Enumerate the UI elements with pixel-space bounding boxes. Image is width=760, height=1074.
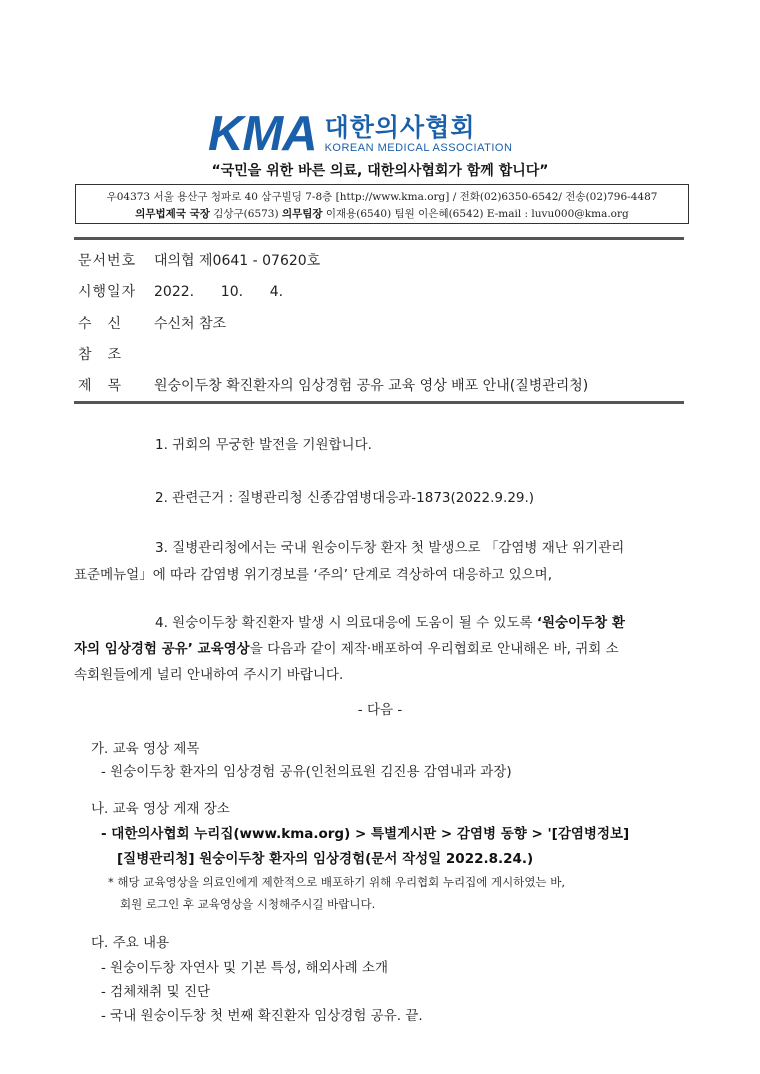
reference-row [78, 344, 154, 368]
contact-team: 이재용(6540) 팀원 이은혜(6542) E-mail : luvu000@kma.org [322, 208, 629, 220]
recipient-label: 수신 [78, 316, 138, 332]
contact-label-team-lead: 의무팀장 [281, 208, 323, 220]
section-a-item: - 원숭이두창 환자의 임상경험 공유(인천의료원 김진용 감염내과 과장) [101, 764, 512, 780]
org-name-en: KOREAN MEDICAL ASSOCIATION [324, 141, 513, 154]
header-bottom-rule [74, 401, 684, 404]
contact-box [75, 184, 689, 224]
paragraph-3-line-2: 표준메뉴얼」에 따라 감염병 위기경보를 ‘주의’ 단계로 격상하여 대응하고 있으며, [74, 567, 553, 583]
section-b-note-line-1: * 해당 교육영상을 의료인에게 제한적으로 배포하기 위해 우리협회 누리집에 게시하였는 바, [108, 875, 565, 889]
contact-address: 우04373 서울 용산구 청파로 40 삼구빌딩 7-8층 [http://www.kma.org] / 전화(02)6350-6542/ 전송(02)796-4487 [106, 191, 658, 203]
paragraph-4-line-3: 속회원들에게 널리 안내하여 주시기 바랍니다. [74, 667, 344, 683]
section-c-item-1: - 원숭이두창 자연사 및 기본 특성, 해외사례 소개 [101, 960, 388, 976]
paragraph-4-line-2-bold: 자의 임상경험 공유’ 교육영상 [74, 641, 250, 657]
section-a-title: 가. 교육 영상 제목 [91, 741, 200, 757]
paragraph-4-line-2 [74, 637, 619, 657]
contact-label-director: 의무법제국 국장 [135, 208, 210, 220]
doc-number-row [78, 250, 320, 274]
paragraph-1: 1. 귀회의 무궁한 발전을 기원합니다. [155, 437, 372, 453]
contact-director: 김상구(6573) [209, 208, 282, 220]
section-b-title: 나. 교육 영상 게재 장소 [91, 801, 230, 817]
section-c-item-3: - 국내 원숭이두창 첫 번째 확진환자 임상경험 공유. 끝. [101, 1008, 423, 1024]
org-name-ko: 대한의사협회 [324, 112, 476, 142]
doc-number-label: 문서번호 [78, 253, 137, 269]
recipient-value: 수신처 참조 [154, 316, 227, 332]
paragraph-4-line-2-text: 을 다음과 같이 제작·배포하여 우리협회로 안내해온 바, 귀회 소 [249, 641, 619, 657]
date-value: 2022. 10. 4. [154, 284, 284, 300]
section-b-item-line-1: - 대한의사협회 누리집(www.kma.org) > 특별게시판 > 감염병 동향 > '[감염병정보] [101, 826, 630, 842]
header-top-rule [74, 237, 684, 240]
paragraph-4-line-1-text: 4. 원숭이두창 확진환자 발생 시 의료대응에 도움이 될 수 있도록 [155, 615, 537, 631]
recipient-row [78, 313, 226, 337]
paragraph-3-line-1: 3. 질병관리청에서는 국내 원숭이두창 환자 첫 발생으로 「감염병 재난 위기관리 [155, 540, 625, 556]
contact-staff [76, 206, 688, 221]
subject-label: 제목 [78, 378, 138, 394]
reference-label: 참조 [78, 347, 138, 363]
date-row [78, 281, 283, 305]
logo-mark: KMA [208, 107, 317, 161]
section-b-item-line-2: [질병관리청] 원숭이두창 환자의 임상경험(문서 작성일 2022.8.24.) [117, 851, 534, 867]
paragraph-4-line-1 [155, 611, 625, 631]
slogan: “국민을 위한 바른 의료, 대한의사협회가 함께 합니다” [211, 163, 549, 179]
section-b-note-line-2: 회원 로그인 후 교육영상을 시청해주시길 바랍니다. [120, 897, 376, 911]
section-c-item-2: - 검체채취 및 진단 [101, 984, 211, 1000]
subject-row [78, 375, 588, 399]
next-heading: - 다음 - [357, 702, 403, 718]
logo-text [325, 114, 513, 155]
doc-number-value: 대의협 제0641 - 07620호 [154, 253, 321, 269]
date-label: 시행일자 [78, 284, 137, 300]
section-c-title: 다. 주요 내용 [91, 935, 170, 951]
paragraph-2: 2. 관련근거 : 질병관리청 신종감염병대응과-1873(2022.9.29.) [155, 490, 535, 506]
kma-logo [208, 107, 513, 161]
subject-value: 원숭이두창 확진환자의 임상경험 공유 교육 영상 배포 안내(질병관리청) [154, 378, 589, 394]
paragraph-4-line-1-bold: ‘원숭이두창 환 [536, 615, 625, 631]
